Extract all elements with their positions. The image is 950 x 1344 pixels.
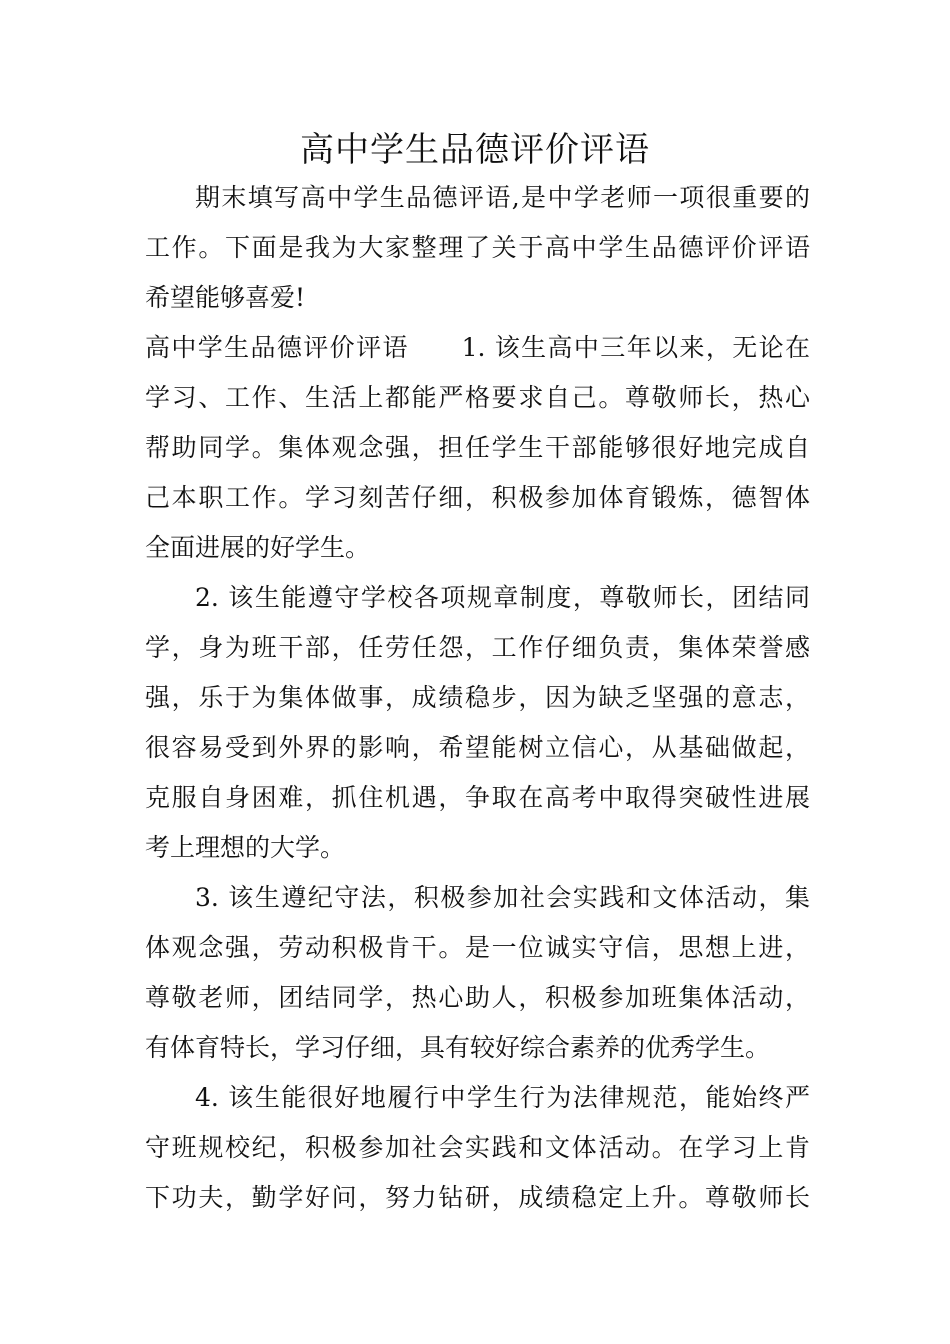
text-line: 学，身为班干部，任劳任怨，工作仔细负责，集体荣誉感 [145,633,810,662]
text-line: 有体育特长，学习仔细，具有较好综合素养的优秀学生。 [145,1033,771,1062]
text-line: 己本职工作。学习刻苦仔细，积极参加体育锻炼，德智体 [145,483,810,512]
text-line: 高中学生品德评价评语 1. 该生高中三年以来，无论在 [145,333,810,362]
text-line: 期末填写高中学生品德评语,是中学老师一项很重要的 [195,183,810,212]
text-line: 学习、工作、生活上都能严格要求自己。尊敬师长，热心 [145,383,810,412]
text-line: 强，乐于为集体做事，成绩稳步，因为缺乏坚强的意志， [145,683,810,712]
document-title: 高中学生品德评价评语 [300,130,650,170]
text-line: 考上理想的大学。 [145,833,346,862]
text-line: 帮助同学。集体观念强，担任学生干部能够很好地完成自 [145,433,810,462]
text-line: 希望能够喜爱! [145,283,306,312]
text-line: 尊敬老师，团结同学，热心助人，积极参加班集体活动， [145,983,810,1012]
text-line: 4. 该生能很好地履行中学生行为法律规范，能始终严 [195,1083,810,1112]
text-line: 下功夫，勤学好问，努力钻研，成绩稳定上升。尊敬师长 [145,1183,810,1212]
text-line: 工作。下面是我为大家整理了关于高中学生品德评价评语 [145,233,810,262]
text-line: 全面进展的好学生。 [145,533,371,562]
text-line: 守班规校纪，积极参加社会实践和文体活动。在学习上肯 [145,1133,810,1162]
text-line: 2. 该生能遵守学校各项规章制度，尊敬师长，团结同 [195,583,810,612]
text-line: 体观念强，劳动积极肯干。是一位诚实守信，思想上进， [145,933,810,962]
text-line: 很容易受到外界的影响，希望能树立信心，从基础做起， [145,733,810,762]
text-line: 3. 该生遵纪守法，积极参加社会实践和文体活动，集 [195,883,810,912]
text-line: 克服自身困难，抓住机遇，争取在高考中取得突破性进展 [145,783,810,812]
